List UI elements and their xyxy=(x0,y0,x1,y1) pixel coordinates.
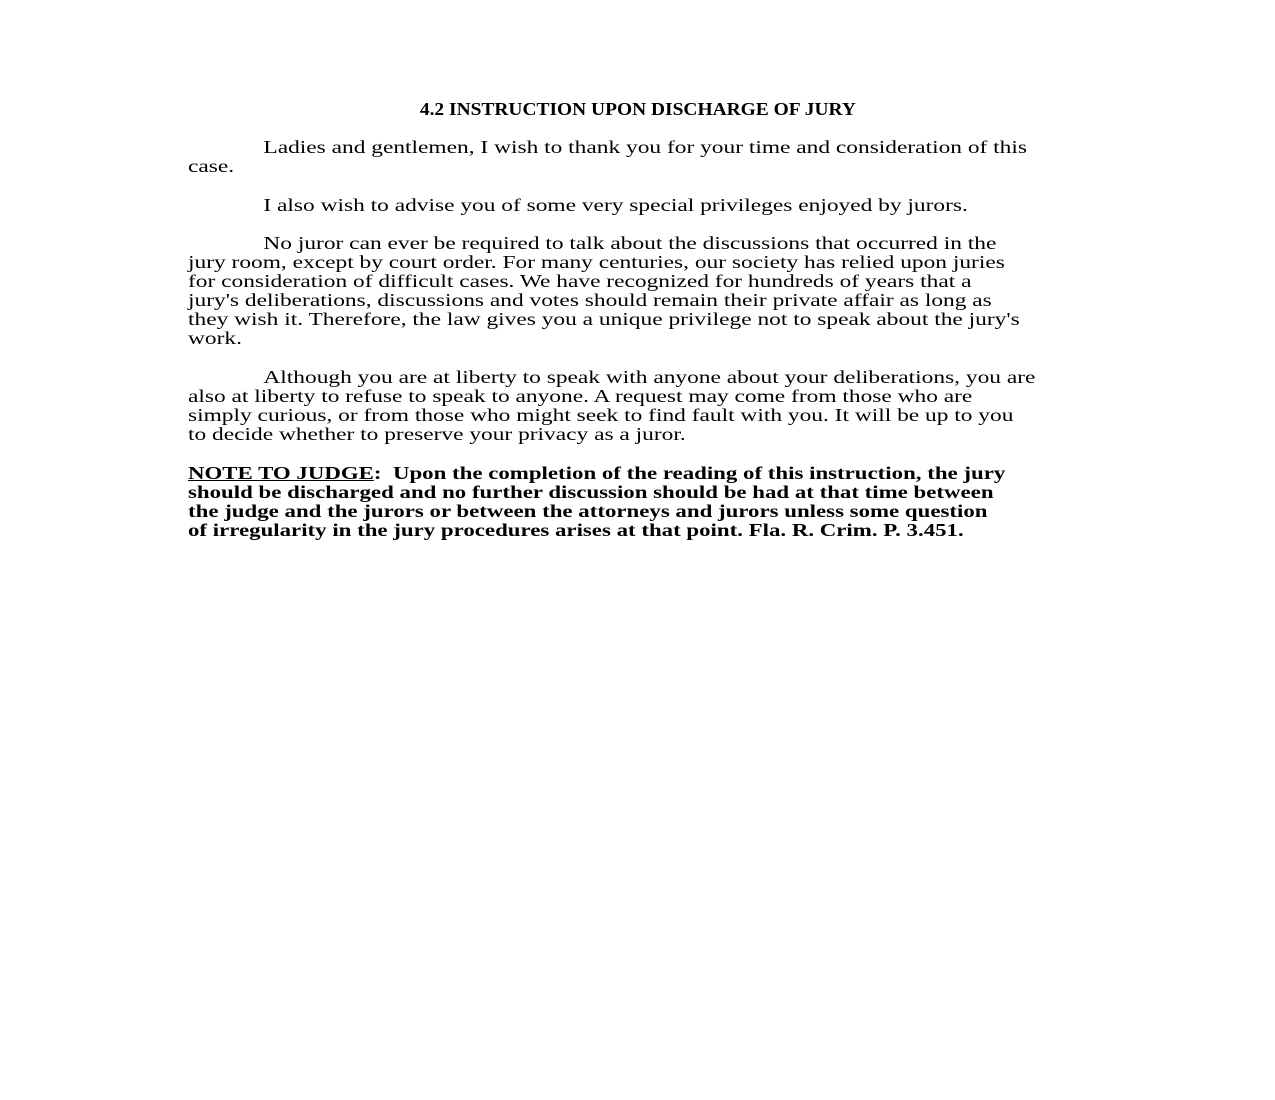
text-line: also at liberty to refuse to speak to anyone. A request may come from those who are xyxy=(188,386,973,407)
paragraph-thanks xyxy=(188,138,1027,176)
text-line: NOTE TO JUDGE: Upon the completion of the reading of this instruction, the jury xyxy=(188,463,1006,483)
text-line: for consideration of difficult cases. We have recognized for hundreds of years that a xyxy=(188,271,972,292)
note-to-judge xyxy=(188,464,1005,540)
text-line: to decide whether to preserve your privacy as a juror. xyxy=(188,424,686,445)
text-line: work. xyxy=(188,328,242,349)
text-line: the judge and the jurors or between the attorneys and jurors unless some question xyxy=(188,501,988,522)
text-line: case. xyxy=(188,156,235,177)
text-line: jury's deliberations, discussions and votes should remain their private affair as long as xyxy=(188,290,992,311)
paragraph-privileges xyxy=(188,196,968,215)
text-line: Although you are at liberty to speak with anyone about your deliberations, you are xyxy=(263,367,1036,387)
text-line: should be discharged and no further discussion should be had at that time between xyxy=(188,482,994,503)
paragraph-no-juror xyxy=(188,234,1020,349)
text-line: jury room, except by court order. For many centuries, our society has relied upon juries xyxy=(188,252,1005,273)
text-line: of irregularity in the jury procedures arises at that point. Fla. R. Crim. P. 3.451. xyxy=(188,520,964,541)
text-line: I also wish to advise you of some very special privileges enjoyed by jurors. xyxy=(263,195,968,215)
text-line: simply curious, or from those who might seek to find fault with you. It will be up to you xyxy=(188,405,1014,426)
paragraph-liberty xyxy=(188,368,1035,444)
text-line: No juror can ever be required to talk about the discussions that occurred in the xyxy=(263,233,997,253)
document-title: 4.2 INSTRUCTION UPON DISCHARGE OF JURY xyxy=(419,99,856,119)
text-line: Ladies and gentlemen, I wish to thank you for your time and consideration of this xyxy=(263,137,1027,157)
note-label: NOTE TO JUDGE xyxy=(188,463,374,483)
text-line: they wish it. Therefore, the law gives you a unique privilege not to speak about the jury's xyxy=(188,309,1020,330)
